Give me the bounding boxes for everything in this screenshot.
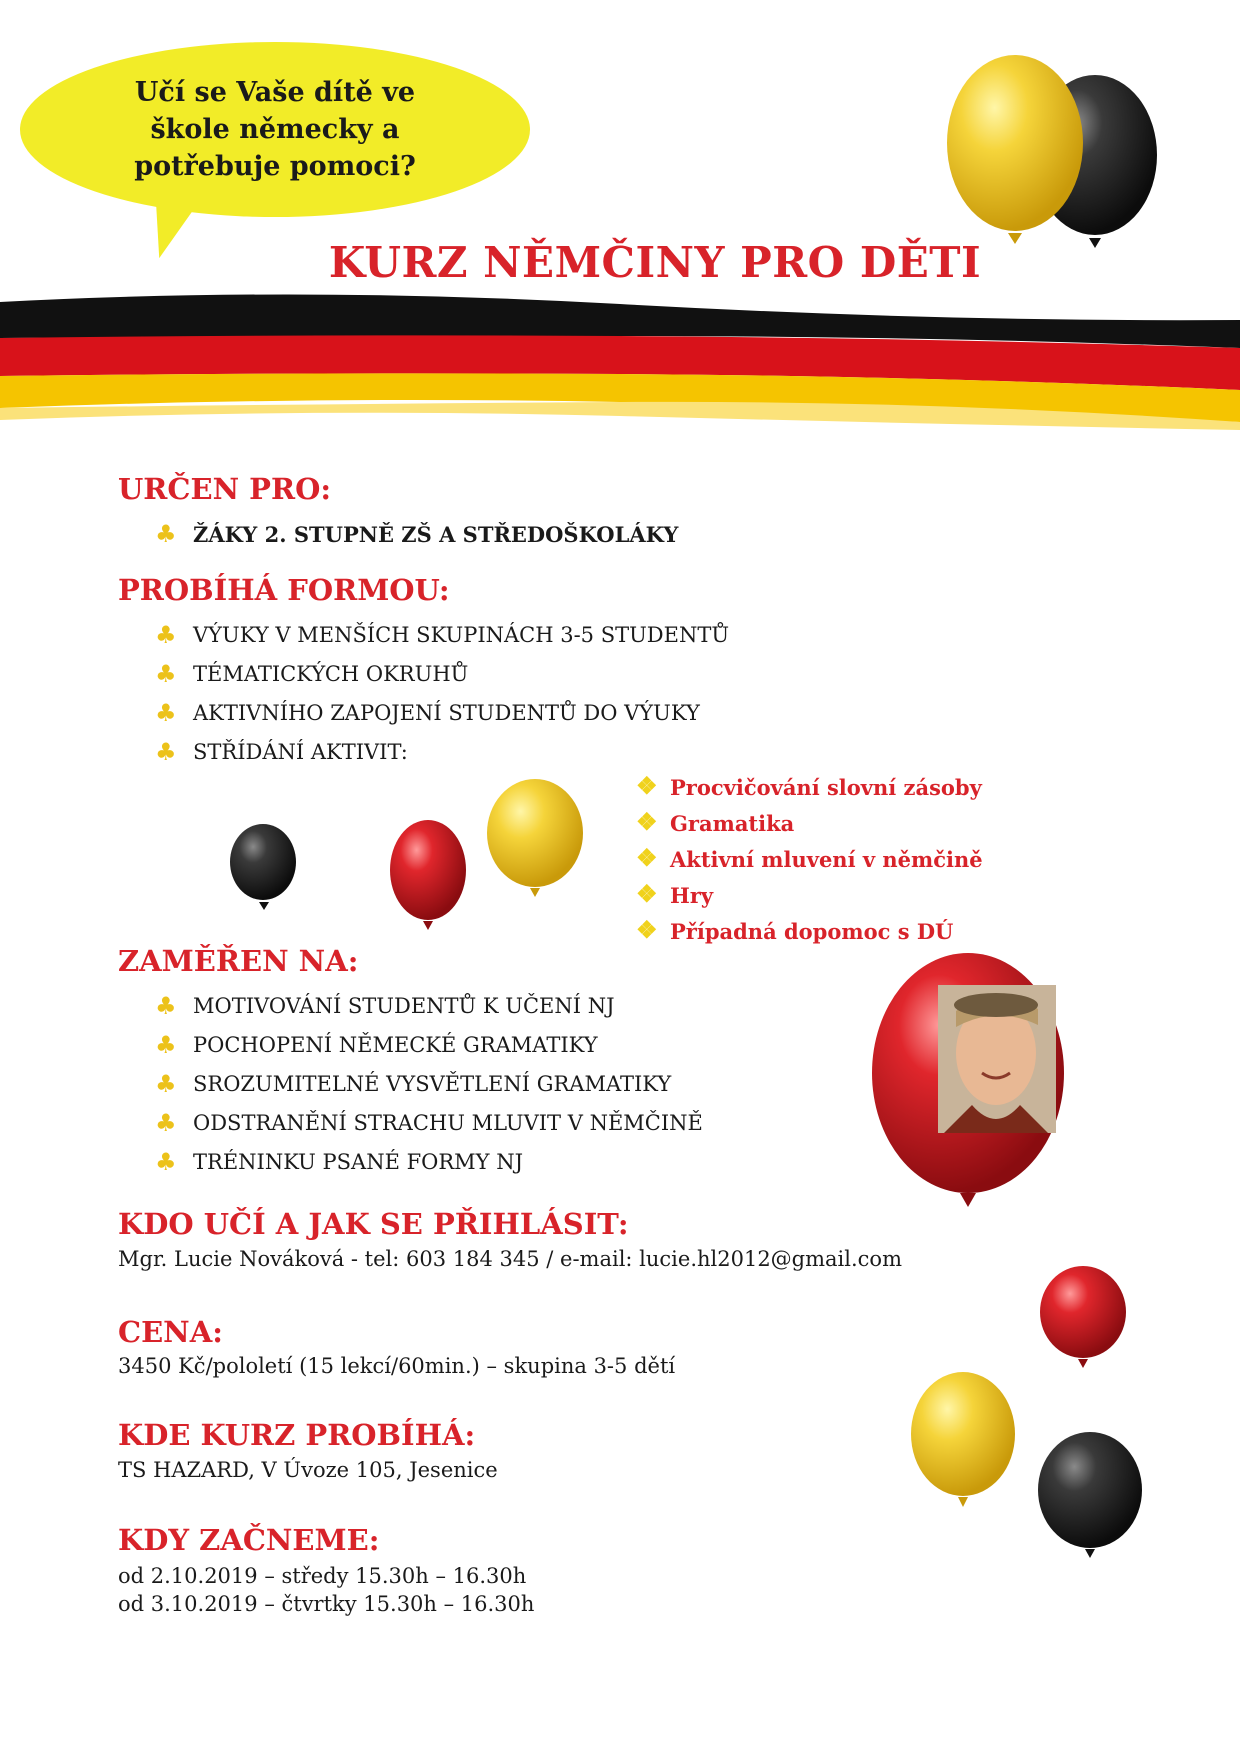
yellow-balloon-low-icon: [905, 1368, 1025, 1518]
club-icon: ♣: [155, 1109, 177, 1137]
list-zameren-na: [155, 987, 703, 1182]
speech-bubble: [20, 42, 530, 217]
list-item: ❖ Hry: [636, 878, 983, 914]
club-icon: ♣: [155, 660, 177, 688]
red-balloon-mid-icon: [385, 815, 475, 940]
four-diamond-icon: ❖: [636, 807, 658, 836]
list-item: ♣ SROZUMITELNÉ VYSVĚTLENÍ GRAMATIKY: [155, 1065, 703, 1104]
list-item: ♣ ŽÁKY 2. STUPNĚ ZŠ A STŘEDOŠKOLÁKY: [155, 515, 678, 555]
portrait-balloon: [868, 945, 1068, 1235]
list-item: ♣ POCHOPENÍ NĚMECKÉ GRAMATIKY: [155, 1026, 703, 1065]
black-balloon-small-icon: [225, 820, 305, 920]
four-diamond-icon: ❖: [636, 843, 658, 872]
black-balloon-low-icon: [1035, 1428, 1155, 1568]
red-balloon-low-icon: [1035, 1262, 1135, 1382]
list-item: ♣ ODSTRANĚNÍ STRACHU MLUVIT V NĚMČINĚ: [155, 1104, 703, 1143]
page-title: KURZ NĚMČINY PRO DĚTI: [328, 238, 982, 287]
heading-cena: CENA:: [118, 1315, 223, 1349]
club-icon: ♣: [155, 699, 177, 727]
list-item: ❖ Gramatika: [636, 806, 983, 842]
location-text: TS HAZARD, V Úvoze 105, Jesenice: [118, 1458, 498, 1482]
price-text: 3450 Kč/pololetí (15 lekcí/60min.) – skupina 3-5 dětí: [118, 1354, 676, 1378]
list-probiha-formou: [155, 616, 729, 772]
club-icon: ♣: [155, 520, 177, 548]
four-diamond-icon: ❖: [636, 771, 658, 800]
yellow-balloon-top-icon: [935, 48, 1105, 258]
heading-kdy: KDY ZAČNEME:: [118, 1523, 380, 1557]
list-urcen-pro: [155, 515, 678, 555]
list-item: ♣ VÝUKY V MENŠÍCH SKUPINÁCH 3-5 STUDENTŮ: [155, 616, 729, 655]
contact-text: Mgr. Lucie Nováková - tel: 603 184 345 / e-mail: lucie.hl2012@gmail.com: [118, 1247, 902, 1271]
bubble-line-2: škole německy a: [150, 114, 400, 145]
list-item: ♣ STŘÍDÁNÍ AKTIVIT:: [155, 733, 729, 772]
heading-probiha-formou: PROBÍHÁ FORMOU:: [118, 573, 450, 607]
list-item: ❖ Aktivní mluvení v němčině: [636, 842, 983, 878]
heading-zameren-na: ZAMĚŘEN NA:: [118, 944, 359, 978]
club-icon: ♣: [155, 992, 177, 1020]
list-aktivity: [636, 770, 983, 950]
club-icon: ♣: [155, 1031, 177, 1059]
club-icon: ♣: [155, 1148, 177, 1176]
bubble-line-3: potřebuje pomoci?: [134, 151, 416, 182]
heading-kde: KDE KURZ PROBÍHÁ:: [118, 1418, 476, 1452]
club-icon: ♣: [155, 738, 177, 766]
list-item: ♣ AKTIVNÍHO ZAPOJENÍ STUDENTŮ DO VÝUKY: [155, 694, 729, 733]
schedule-line-2: od 3.10.2019 – čtvrtky 15.30h – 16.30h: [118, 1592, 535, 1616]
list-item: ♣ MOTIVOVÁNÍ STUDENTŮ K UČENÍ NJ: [155, 987, 703, 1026]
list-item: ♣ TÉMATICKÝCH OKRUHŮ: [155, 655, 729, 694]
german-flag-wave: [0, 290, 1240, 460]
club-icon: ♣: [155, 1070, 177, 1098]
heading-kdo-uci: KDO UČÍ A JAK SE PŘIHLÁSIT:: [118, 1207, 629, 1241]
yellow-balloon-mid-icon: [480, 775, 590, 905]
list-item: ♣ TRÉNINKU PSANÉ FORMY NJ: [155, 1143, 703, 1182]
list-item: ❖ Případná dopomoc s DÚ: [636, 914, 983, 950]
club-icon: ♣: [155, 621, 177, 649]
list-item: ❖ Procvičování slovní zásoby: [636, 770, 983, 806]
heading-urcen-pro: URČEN PRO:: [118, 472, 332, 506]
four-diamond-icon: ❖: [636, 879, 658, 908]
schedule-line-1: od 2.10.2019 – středy 15.30h – 16.30h: [118, 1564, 527, 1588]
speech-bubble-text: [115, 74, 435, 185]
bubble-line-1: Učí se Vaše dítě ve: [134, 77, 416, 108]
four-diamond-icon: ❖: [636, 915, 658, 944]
